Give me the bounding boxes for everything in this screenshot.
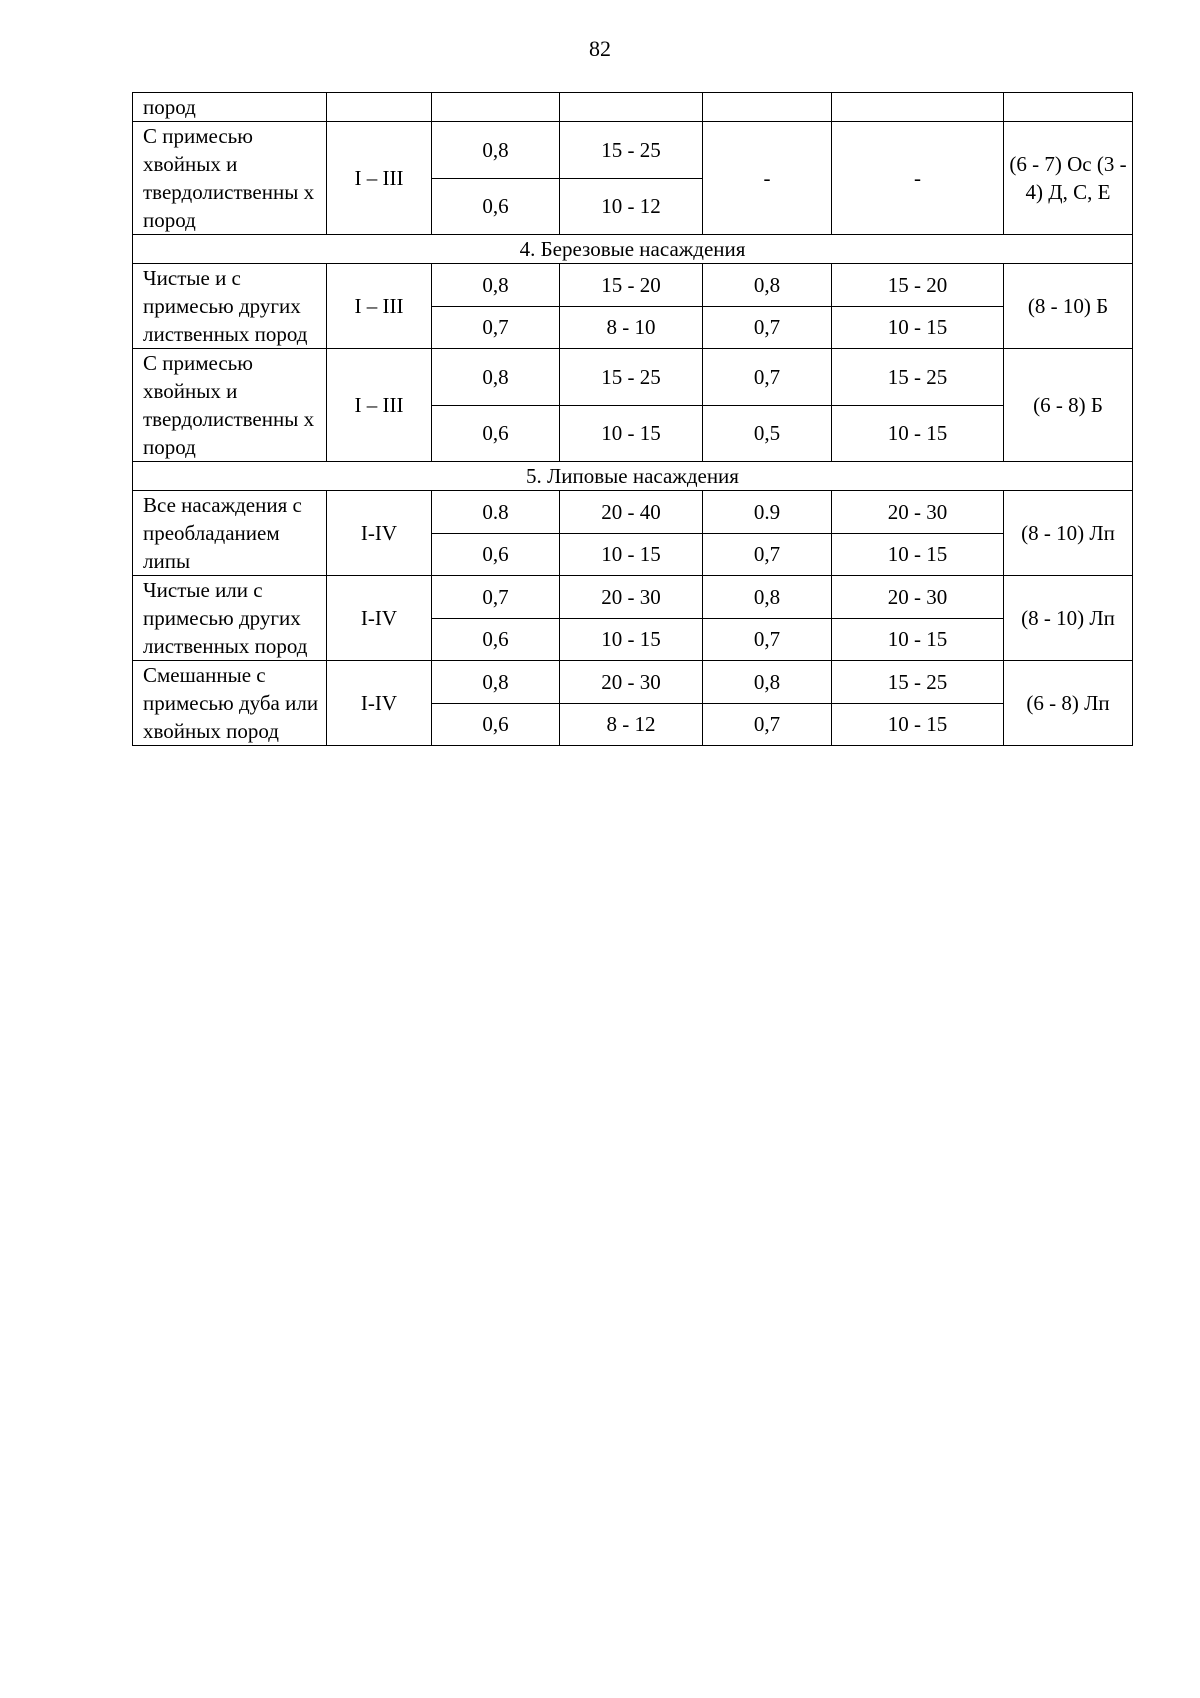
intensity-cell: 20 - 30 — [832, 491, 1004, 534]
intensity-cell: 10 - 15 — [832, 533, 1004, 576]
density-cell: 0,6 — [432, 703, 560, 746]
intensity-cell: 20 - 40 — [560, 491, 703, 534]
intensity-cell: 20 - 30 — [560, 576, 703, 619]
intensity-cell: 10 - 15 — [560, 533, 703, 576]
composition-cell: (6 - 8) Лп — [1004, 661, 1133, 746]
density-cell: 0,6 — [432, 405, 560, 462]
species-name-cell: пород — [133, 93, 327, 122]
species-name-cell: Чистые или с примесью других лиственных пород — [133, 576, 327, 661]
intensity-cell: 15 - 25 — [832, 349, 1004, 406]
table-row — [133, 491, 1133, 534]
table-row — [133, 122, 1133, 179]
density-cell: 0,8 — [703, 661, 832, 704]
forest-table — [132, 92, 1133, 746]
bonitet-class-cell: I-IV — [327, 661, 432, 746]
density-cell: 0,8 — [432, 661, 560, 704]
table-row — [133, 93, 1133, 122]
density-cell: 0,7 — [703, 306, 832, 349]
table-row — [133, 462, 1133, 491]
density-cell: 0,7 — [432, 306, 560, 349]
density-cell: 0,7 — [703, 703, 832, 746]
composition-cell: (8 - 10) Б — [1004, 264, 1133, 349]
table-row — [133, 576, 1133, 619]
intensity-cell: 20 - 30 — [560, 661, 703, 704]
intensity-cell: 8 - 12 — [560, 703, 703, 746]
composition-cell: (6 - 7) Ос (3 - 4) Д, С, Е — [1004, 122, 1133, 235]
intensity-cell: 10 - 15 — [832, 306, 1004, 349]
species-name-cell: С примесью хвойных и твердолиственны х пород — [133, 122, 327, 235]
bonitet-class-cell: I – III — [327, 264, 432, 349]
intensity-cell: 15 - 20 — [832, 264, 1004, 307]
intensity-cell: 20 - 30 — [832, 576, 1004, 619]
density-cell: 0.9 — [703, 491, 832, 534]
intensity-cell: 10 - 15 — [832, 618, 1004, 661]
density-cell: 0,7 — [703, 349, 832, 406]
density-cell: 0,7 — [703, 533, 832, 576]
bonitet-class-cell: I – III — [327, 122, 432, 235]
species-name-cell: С примесью хвойных и твердолиственны х пород — [133, 349, 327, 462]
density-cell: 0,8 — [432, 122, 560, 179]
intensity-cell: - — [832, 122, 1004, 235]
density-cell: 0,6 — [432, 533, 560, 576]
density-cell: 0,5 — [703, 405, 832, 462]
intensity-cell: 10 - 12 — [560, 178, 703, 235]
density-cell: 0,8 — [432, 349, 560, 406]
density-cell: 0,6 — [432, 618, 560, 661]
table-row — [133, 349, 1133, 406]
table-row — [133, 661, 1133, 704]
intensity-cell: 15 - 25 — [560, 349, 703, 406]
composition-cell: (8 - 10) Лп — [1004, 576, 1133, 661]
intensity-cell: 10 - 15 — [560, 405, 703, 462]
intensity-cell: 10 - 15 — [560, 618, 703, 661]
density-cell: 0,8 — [703, 576, 832, 619]
species-name-cell: Смешанные с примесью дуба или хвойных пород — [133, 661, 327, 746]
intensity-cell: 8 - 10 — [560, 306, 703, 349]
intensity-cell: 10 - 15 — [832, 703, 1004, 746]
table-row — [133, 264, 1133, 307]
intensity-cell: 10 - 15 — [832, 405, 1004, 462]
density-cell: 0,7 — [703, 618, 832, 661]
intensity-cell: 15 - 25 — [560, 122, 703, 179]
species-name-cell: Все насаждения с преобладанием липы — [133, 491, 327, 576]
bonitet-class-cell: I-IV — [327, 576, 432, 661]
density-cell: 0,7 — [432, 576, 560, 619]
page-number: 82 — [589, 36, 611, 61]
composition-cell: (6 - 8) Б — [1004, 349, 1133, 462]
intensity-cell: 15 - 25 — [832, 661, 1004, 704]
density-cell: 0.8 — [432, 491, 560, 534]
section-heading: 4. Березовые насаждения — [133, 235, 1133, 264]
section-heading: 5. Липовые насаждения — [133, 462, 1133, 491]
bonitet-class-cell: I – III — [327, 349, 432, 462]
bonitet-class-cell: I-IV — [327, 491, 432, 576]
density-cell: 0,8 — [703, 264, 832, 307]
species-name-cell: Чистые и с примесью других лиственных пород — [133, 264, 327, 349]
table-row — [133, 235, 1133, 264]
composition-cell: (8 - 10) Лп — [1004, 491, 1133, 576]
intensity-cell: 15 - 20 — [560, 264, 703, 307]
density-cell: 0,6 — [432, 178, 560, 235]
density-cell: 0,8 — [432, 264, 560, 307]
density-cell: - — [703, 122, 832, 235]
